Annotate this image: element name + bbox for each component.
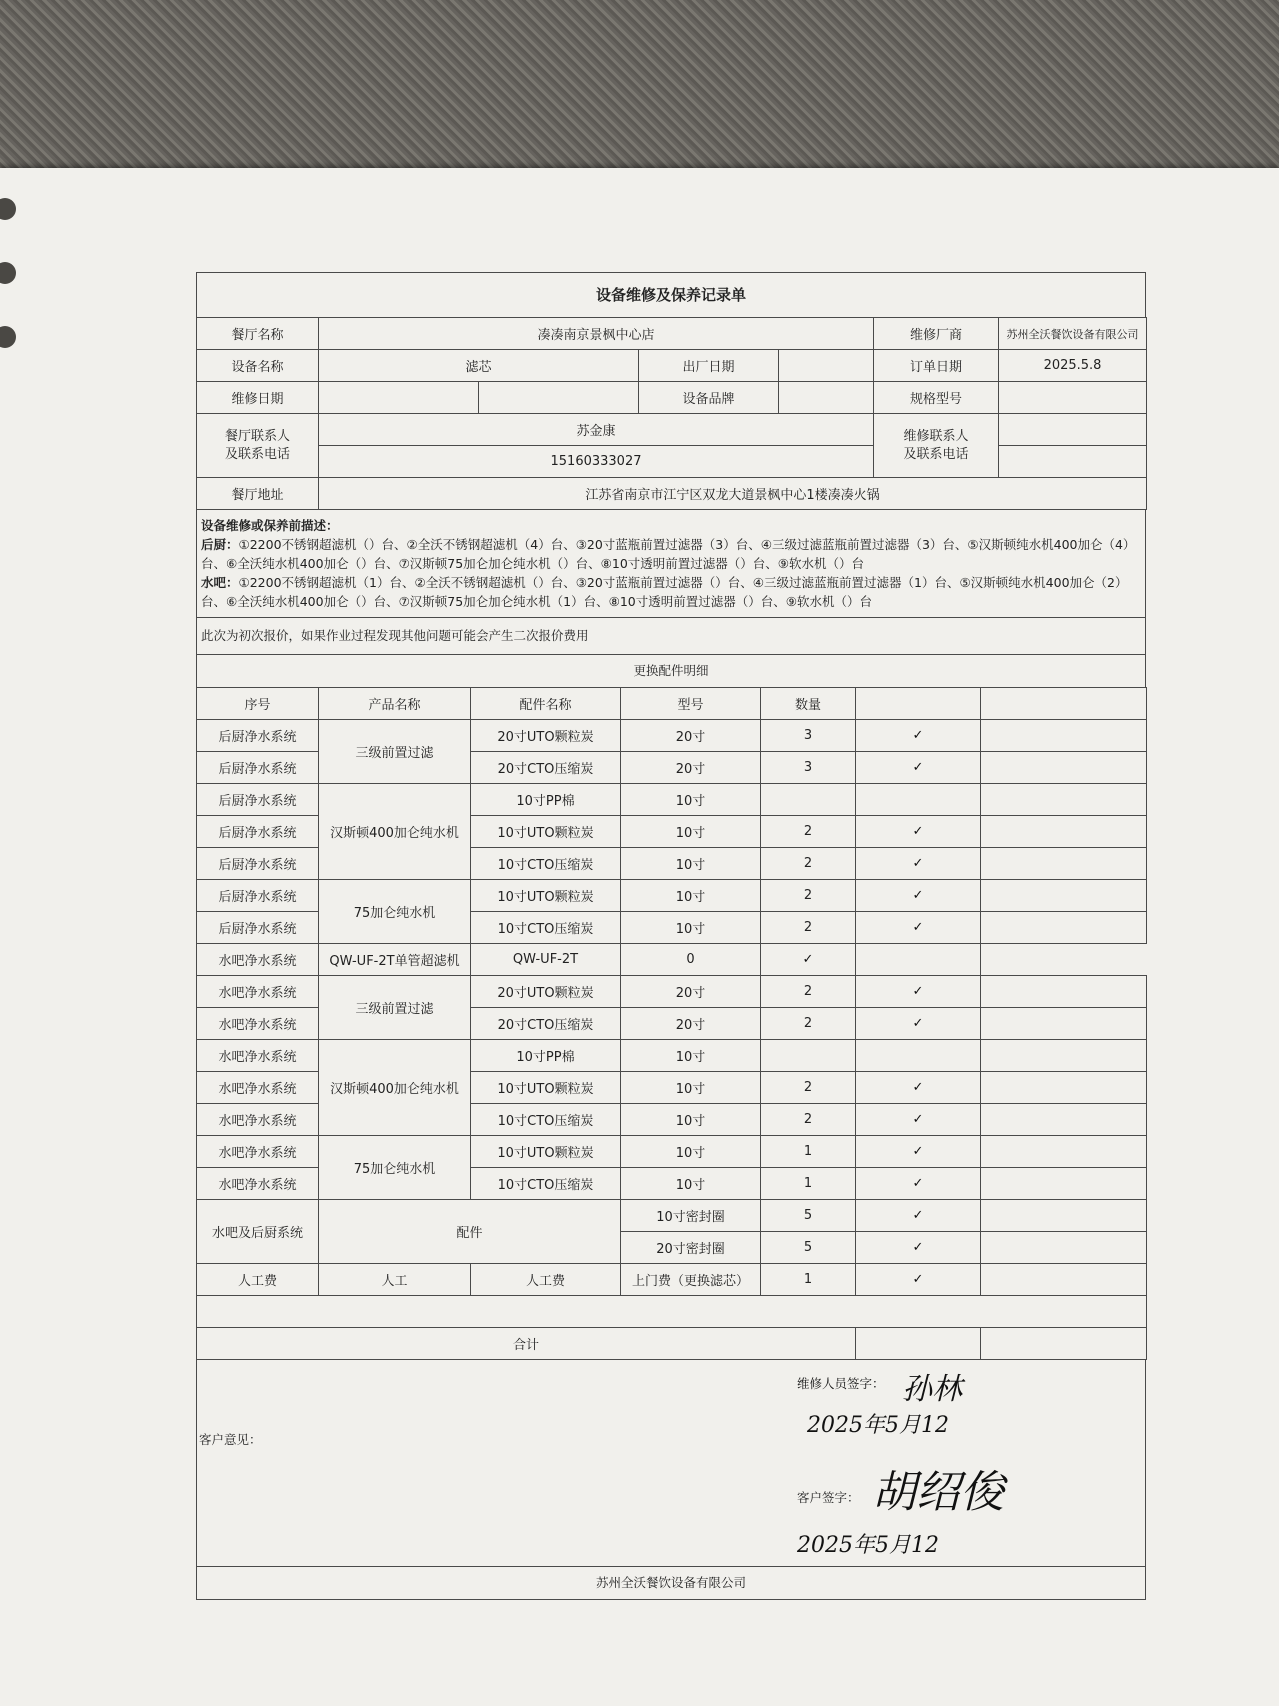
- customer-signature-label: 客户签字：: [797, 1490, 860, 1505]
- table-row: [197, 944, 1147, 976]
- total-label: 合计: [197, 1328, 856, 1360]
- customer-opinion-label: 客户意见：: [199, 1432, 262, 1447]
- customer-signature: 胡绍俊: [872, 1467, 1004, 1518]
- row-system: 水吧净水系统: [197, 1008, 319, 1040]
- accessory-row: [197, 1200, 1147, 1232]
- parts-title: 更换配件明细: [196, 654, 1146, 687]
- row-system: 后厨净水系统: [197, 784, 319, 816]
- row-system: 后厨净水系统: [197, 720, 319, 752]
- accessory-product: 配件: [319, 1200, 621, 1264]
- table-row: [197, 880, 1147, 912]
- row-model: 10寸: [621, 912, 761, 944]
- row-product: 汉斯顿400加仑纯水机: [319, 784, 471, 880]
- row-extra: [981, 816, 1147, 848]
- row-qty: 3: [761, 752, 856, 784]
- checkmark-icon: ✓: [856, 1232, 981, 1264]
- technician-sign-date: 2025年5月12: [807, 1413, 949, 1438]
- row-qty: 3: [761, 720, 856, 752]
- repair-date-value-2: [479, 382, 639, 414]
- labor-qty: 1: [761, 1264, 856, 1296]
- row-extra: [981, 1008, 1147, 1040]
- parts-table: [196, 687, 1147, 1360]
- row-system: 后厨净水系统: [197, 752, 319, 784]
- vendor-value: 苏州全沃餐饮设备有限公司: [999, 318, 1147, 350]
- model-spec-value: [999, 382, 1147, 414]
- repair-date-label: 维修日期: [197, 382, 319, 414]
- maintenance-record-form: [196, 272, 1146, 1692]
- row-model: 20寸: [621, 976, 761, 1008]
- row-qty: 0: [621, 944, 761, 976]
- restaurant-value: 凑凑南京景枫中心店: [319, 318, 874, 350]
- row-extra: [981, 1040, 1147, 1072]
- column-header-extra: [981, 688, 1147, 720]
- table-row: [197, 1040, 1147, 1072]
- column-header-product: 产品名称: [319, 688, 471, 720]
- row-product: 三级前置过滤: [319, 976, 471, 1040]
- punch-hole: [0, 262, 16, 284]
- row-qty: 2: [761, 848, 856, 880]
- repair-contact-phone: [999, 446, 1147, 478]
- quotation-note: 此次为初次报价，如果作业过程发现其他问题可能会产生二次报价费用: [196, 617, 1146, 654]
- row-product: 三级前置过滤: [319, 720, 471, 784]
- checkmark-icon: ✓: [856, 1136, 981, 1168]
- row-part: QW-UF-2T单管超滤机: [319, 944, 471, 976]
- row-extra: [981, 784, 1147, 816]
- labor-model: 上门费（更换滤芯）: [621, 1264, 761, 1296]
- row-qty: 2: [761, 912, 856, 944]
- table-row: [197, 720, 1147, 752]
- brand-value: [779, 382, 874, 414]
- row-part: 20寸UTO颗粒炭: [471, 976, 621, 1008]
- device-value: 滤芯: [319, 350, 639, 382]
- contact-phone: 15160333027: [319, 446, 874, 478]
- punch-hole: [0, 326, 16, 348]
- row-extra: [981, 1104, 1147, 1136]
- row-qty: 1: [761, 1168, 856, 1200]
- signature-area: [196, 1360, 1146, 1567]
- labor-row: [197, 1264, 1147, 1296]
- order-date-value: 2025.5.8: [999, 350, 1147, 382]
- checkmark-icon: ✓: [856, 1008, 981, 1040]
- checkmark-icon: ✓: [856, 1168, 981, 1200]
- row-model: 20寸: [621, 1008, 761, 1040]
- row-extra: [981, 912, 1147, 944]
- checkmark-icon: ✓: [856, 720, 981, 752]
- row-product: 75加仑纯水机: [319, 880, 471, 944]
- row-qty: 2: [761, 976, 856, 1008]
- column-header-seq: 序号: [197, 688, 319, 720]
- labor-seq: 人工费: [197, 1264, 319, 1296]
- table-row: [197, 784, 1147, 816]
- checkmark-icon: ✓: [856, 848, 981, 880]
- row-model: 10寸: [621, 1136, 761, 1168]
- row-part: 10寸CTO压缩炭: [471, 912, 621, 944]
- row-system: 水吧净水系统: [197, 1072, 319, 1104]
- checkmark-icon: ✓: [856, 912, 981, 944]
- accessory-qty: 5: [761, 1232, 856, 1264]
- blank-cell: [197, 1296, 1147, 1328]
- row-part: 10寸PP棉: [471, 784, 621, 816]
- total-extra: [981, 1328, 1147, 1360]
- address-label: 餐厅地址: [197, 478, 319, 510]
- row-qty: 2: [761, 1008, 856, 1040]
- row-model: 10寸: [621, 880, 761, 912]
- row-part: 10寸UTO颗粒炭: [471, 1136, 621, 1168]
- row-qty: 2: [761, 1104, 856, 1136]
- row-part: 10寸UTO颗粒炭: [471, 880, 621, 912]
- vendor-label: 维修厂商: [874, 318, 999, 350]
- row-part: 10寸PP棉: [471, 1040, 621, 1072]
- order-date-label: 订单日期: [874, 350, 999, 382]
- form-title: 设备维修及保养记录单: [196, 272, 1146, 317]
- row-system: 水吧净水系统: [197, 976, 319, 1008]
- checkmark-icon: ✓: [856, 976, 981, 1008]
- row-model: 10寸: [621, 1040, 761, 1072]
- row-system: 后厨净水系统: [197, 816, 319, 848]
- row-qty: 2: [761, 880, 856, 912]
- labor-product: 人工: [319, 1264, 471, 1296]
- column-header-part: 配件名称: [471, 688, 621, 720]
- labor-extra: [981, 1264, 1147, 1296]
- checkmark-icon: ✓: [856, 1104, 981, 1136]
- checkmark-icon: ✓: [856, 1264, 981, 1296]
- bar-label: 水吧：: [201, 575, 239, 590]
- repair-contact-value: [999, 414, 1147, 446]
- description-heading: 设备维修或保养前描述：: [201, 518, 339, 533]
- row-system: 后厨净水系统: [197, 848, 319, 880]
- row-model: 10寸: [621, 848, 761, 880]
- factory-date-value: [779, 350, 874, 382]
- row-qty: [761, 1040, 856, 1072]
- table-row: [197, 976, 1147, 1008]
- company-footer: 苏州全沃餐饮设备有限公司: [196, 1567, 1146, 1600]
- accessory-system: 水吧及后厨系统: [197, 1200, 319, 1264]
- row-part: 20寸CTO压缩炭: [471, 752, 621, 784]
- checkmark-icon: ✓: [856, 1072, 981, 1104]
- technician-signature: 孙林: [902, 1372, 962, 1407]
- row-system: 水吧净水系统: [197, 1168, 319, 1200]
- checkmark-icon: ✓: [856, 816, 981, 848]
- total-value: [856, 1328, 981, 1360]
- customer-sign-date: 2025年5月12: [797, 1533, 939, 1558]
- row-extra: [981, 1072, 1147, 1104]
- labor-part: 人工费: [471, 1264, 621, 1296]
- row-system: 水吧净水系统: [197, 1040, 319, 1072]
- header-info-table: [196, 317, 1147, 510]
- device-label: 设备名称: [197, 350, 319, 382]
- technician-signature-label: 维修人员签字：: [797, 1376, 885, 1391]
- row-system: 水吧净水系统: [197, 1136, 319, 1168]
- row-model: QW-UF-2T: [471, 944, 621, 976]
- checkmark-icon: ✓: [856, 880, 981, 912]
- row-extra: [981, 1168, 1147, 1200]
- checkmark-icon: [856, 1040, 981, 1072]
- pre-repair-description: [196, 510, 1146, 617]
- blank-row: [197, 1296, 1147, 1328]
- parts-header-row: [197, 688, 1147, 720]
- row-product: 75加仑纯水机: [319, 1136, 471, 1200]
- row-system: 水吧净水系统: [197, 1104, 319, 1136]
- row-qty: [761, 784, 856, 816]
- row-qty: 2: [761, 1072, 856, 1104]
- accessory-model: 20寸密封圈: [621, 1232, 761, 1264]
- bar-text: ①2200不锈钢超滤机（1）台、②全沃不锈钢超滤机（）台、③20寸蓝瓶前置过滤器（）台、④三级过滤蓝瓶前置过滤器（1）台、⑤汉斯顿纯水机400加仑（2）台、⑥全沃纯水机400加仑（）台、⑦汉斯顿75加仑加仑纯水机（1）台、⑧10寸透明前置过滤器（）台、⑨软水机（）台: [201, 575, 1128, 609]
- row-model: 10寸: [621, 1168, 761, 1200]
- row-model: 10寸: [621, 816, 761, 848]
- row-system: 水吧净水系统: [197, 944, 319, 976]
- row-part: 10寸UTO颗粒炭: [471, 1072, 621, 1104]
- brand-label: 设备品牌: [639, 382, 779, 414]
- row-system: 后厨净水系统: [197, 912, 319, 944]
- row-model: 20寸: [621, 720, 761, 752]
- column-header-model: 型号: [621, 688, 761, 720]
- row-model: 10寸: [621, 1072, 761, 1104]
- row-part: 10寸CTO压缩炭: [471, 1168, 621, 1200]
- accessory-qty: 5: [761, 1200, 856, 1232]
- punch-hole: [0, 198, 16, 220]
- checkmark-icon: [856, 784, 981, 816]
- kitchen-label: 后厨：: [201, 537, 239, 552]
- model-spec-label: 规格型号: [874, 382, 999, 414]
- checkmark-icon: ✓: [856, 1200, 981, 1232]
- factory-date-label: 出厂日期: [639, 350, 779, 382]
- column-header-qty: 数量: [761, 688, 856, 720]
- row-extra: [981, 848, 1147, 880]
- row-extra: [981, 976, 1147, 1008]
- row-extra: [856, 944, 981, 976]
- repair-date-value: [319, 382, 479, 414]
- row-model: 10寸: [621, 784, 761, 816]
- contact-name: 苏金康: [319, 414, 874, 446]
- kitchen-text: ①2200不锈钢超滤机（）台、②全沃不锈钢超滤机（4）台、③20寸蓝瓶前置过滤器（3）台、④三级过滤蓝瓶前置过滤器（3）台、⑤汉斯顿纯水机400加仑（4）台、⑥全沃纯水机400加仑（）台、⑦汉斯顿75加仑加仑纯水机（）台、⑧10寸透明前置过滤器（）台、⑨软水机（）台: [201, 537, 1136, 571]
- repair-contact-label: 维修联系人 及联系电话: [874, 414, 999, 478]
- row-system: 后厨净水系统: [197, 880, 319, 912]
- checkmark-icon: ✓: [856, 752, 981, 784]
- address-value: 江苏省南京市江宁区双龙大道景枫中心1楼凑凑火锅: [319, 478, 1147, 510]
- parts-table-body: [197, 688, 1147, 1360]
- row-part: 20寸UTO颗粒炭: [471, 720, 621, 752]
- row-extra: [981, 720, 1147, 752]
- row-qty: 2: [761, 816, 856, 848]
- accessory-model: 10寸密封圈: [621, 1200, 761, 1232]
- accessory-extra: [981, 1200, 1147, 1232]
- column-header-check: [856, 688, 981, 720]
- row-product: 汉斯顿400加仑纯水机: [319, 1040, 471, 1136]
- row-part: 10寸UTO颗粒炭: [471, 816, 621, 848]
- row-part: 20寸CTO压缩炭: [471, 1008, 621, 1040]
- row-qty: 1: [761, 1136, 856, 1168]
- restaurant-label: 餐厅名称: [197, 318, 319, 350]
- total-row: [197, 1328, 1147, 1360]
- row-part: 10寸CTO压缩炭: [471, 1104, 621, 1136]
- row-extra: [981, 1136, 1147, 1168]
- row-model: 20寸: [621, 752, 761, 784]
- row-extra: [981, 752, 1147, 784]
- table-row: [197, 1136, 1147, 1168]
- checkmark-icon: ✓: [761, 944, 856, 976]
- row-extra: [981, 880, 1147, 912]
- contact-label: 餐厅联系人 及联系电话: [197, 414, 319, 478]
- accessory-extra: [981, 1232, 1147, 1264]
- row-part: 10寸CTO压缩炭: [471, 848, 621, 880]
- row-model: 10寸: [621, 1104, 761, 1136]
